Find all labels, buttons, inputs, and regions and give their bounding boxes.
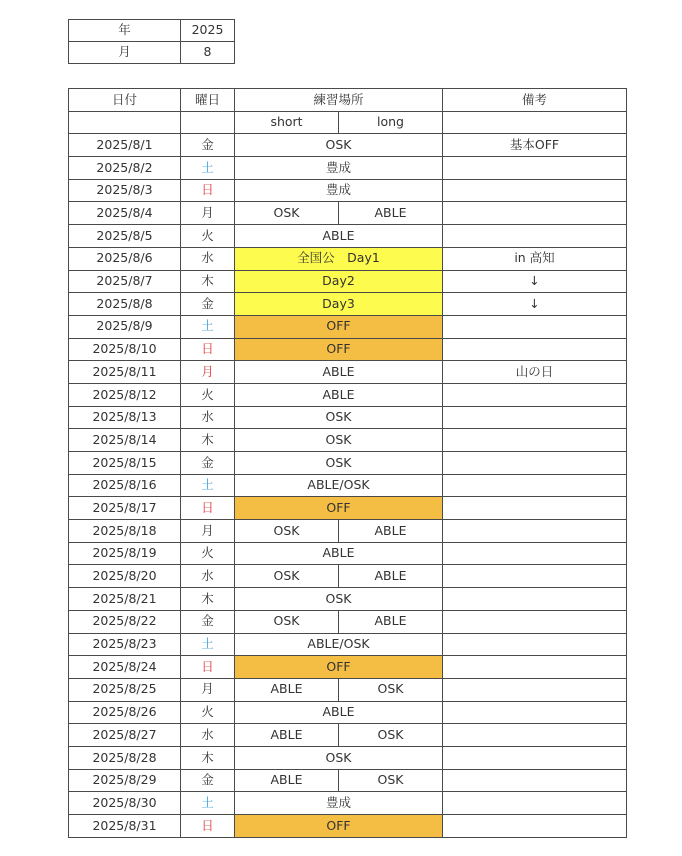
dow-cell[interactable]: 日: [181, 338, 235, 361]
subheader-note-blank[interactable]: [443, 111, 627, 134]
note-cell[interactable]: [443, 656, 627, 679]
note-cell[interactable]: [443, 429, 627, 452]
date-cell[interactable]: 2025/8/17: [69, 497, 181, 520]
table-row: [69, 452, 627, 475]
place-cell[interactable]: 豊成: [235, 792, 443, 815]
date-cell[interactable]: 2025/8/10: [69, 338, 181, 361]
note-cell[interactable]: [443, 383, 627, 406]
note-cell[interactable]: [443, 406, 627, 429]
short-place-cell[interactable]: OSK: [235, 565, 339, 588]
dow-cell[interactable]: 土: [181, 157, 235, 180]
date-cell[interactable]: 2025/8/1: [69, 134, 181, 157]
place-cell[interactable]: OSK: [235, 429, 443, 452]
date-cell[interactable]: 2025/8/2: [69, 157, 181, 180]
table-row: [69, 701, 627, 724]
table-row: [69, 520, 627, 543]
table-row: [69, 746, 627, 769]
note-cell[interactable]: [443, 792, 627, 815]
month-value[interactable]: 8: [181, 42, 235, 64]
date-cell[interactable]: 2025/8/22: [69, 610, 181, 633]
short-place-cell[interactable]: OSK: [235, 610, 339, 633]
dow-cell[interactable]: 金: [181, 134, 235, 157]
dow-cell[interactable]: 木: [181, 588, 235, 611]
note-cell[interactable]: [443, 678, 627, 701]
short-place-cell[interactable]: OSK: [235, 202, 339, 225]
table-row: [69, 474, 627, 497]
table-row: [69, 588, 627, 611]
header-row: [69, 89, 627, 112]
date-cell[interactable]: 2025/8/15: [69, 452, 181, 475]
place-cell[interactable]: OSK: [235, 406, 443, 429]
date-cell[interactable]: 2025/8/28: [69, 746, 181, 769]
note-cell[interactable]: [443, 610, 627, 633]
date-cell[interactable]: 2025/8/5: [69, 225, 181, 248]
table-row: [69, 338, 627, 361]
table-row: [69, 270, 627, 293]
place-cell[interactable]: Day3: [235, 293, 443, 316]
long-place-cell[interactable]: OSK: [339, 769, 443, 792]
short-place-cell[interactable]: ABLE: [235, 769, 339, 792]
dow-cell[interactable]: 月: [181, 361, 235, 384]
date-cell[interactable]: 2025/8/4: [69, 202, 181, 225]
header-place[interactable]: 練習場所: [235, 89, 443, 112]
place-cell[interactable]: ABLE: [235, 542, 443, 565]
dow-cell[interactable]: 金: [181, 452, 235, 475]
note-cell[interactable]: [443, 179, 627, 202]
note-cell[interactable]: [443, 724, 627, 747]
place-cell[interactable]: ABLE: [235, 361, 443, 384]
date-cell[interactable]: 2025/8/19: [69, 542, 181, 565]
date-cell[interactable]: 2025/8/3: [69, 179, 181, 202]
place-cell[interactable]: OFF: [235, 497, 443, 520]
dow-cell[interactable]: 火: [181, 383, 235, 406]
table-row: [69, 293, 627, 316]
dow-cell[interactable]: 火: [181, 701, 235, 724]
table-row: [69, 225, 627, 248]
date-cell[interactable]: 2025/8/27: [69, 724, 181, 747]
note-cell[interactable]: [443, 701, 627, 724]
dow-cell[interactable]: 土: [181, 474, 235, 497]
table-row: [69, 247, 627, 270]
table-row: [69, 157, 627, 180]
dow-cell[interactable]: 水: [181, 724, 235, 747]
place-cell[interactable]: 全国公 Day1: [235, 247, 443, 270]
header-short[interactable]: short: [235, 111, 339, 134]
dow-cell[interactable]: 月: [181, 202, 235, 225]
table-row: [69, 134, 627, 157]
place-cell[interactable]: 豊成: [235, 157, 443, 180]
year-label[interactable]: 年: [69, 20, 181, 42]
short-place-cell[interactable]: OSK: [235, 520, 339, 543]
table-row: [69, 542, 627, 565]
dow-cell[interactable]: 火: [181, 225, 235, 248]
dow-cell[interactable]: 金: [181, 610, 235, 633]
dow-cell[interactable]: 月: [181, 678, 235, 701]
date-cell[interactable]: 2025/8/12: [69, 383, 181, 406]
table-row: [69, 610, 627, 633]
header-long[interactable]: long: [339, 111, 443, 134]
note-cell[interactable]: [443, 157, 627, 180]
date-cell[interactable]: 2025/8/8: [69, 293, 181, 316]
dow-cell[interactable]: 日: [181, 815, 235, 838]
dow-cell[interactable]: 金: [181, 769, 235, 792]
place-cell[interactable]: ABLE/OSK: [235, 633, 443, 656]
table-row: [69, 429, 627, 452]
dow-cell[interactable]: 日: [181, 497, 235, 520]
place-cell[interactable]: OSK: [235, 134, 443, 157]
place-cell[interactable]: ABLE: [235, 383, 443, 406]
long-place-cell[interactable]: ABLE: [339, 565, 443, 588]
long-place-cell[interactable]: ABLE: [339, 520, 443, 543]
note-cell[interactable]: [443, 588, 627, 611]
note-cell[interactable]: [443, 202, 627, 225]
schedule-table: [68, 88, 627, 838]
note-cell[interactable]: [443, 338, 627, 361]
dow-cell[interactable]: 水: [181, 247, 235, 270]
note-cell[interactable]: [443, 565, 627, 588]
note-cell[interactable]: [443, 542, 627, 565]
place-cell[interactable]: OFF: [235, 815, 443, 838]
header-note[interactable]: 備考: [443, 89, 627, 112]
note-cell[interactable]: [443, 315, 627, 338]
table-row: [69, 769, 627, 792]
table-row: [69, 656, 627, 679]
date-cell[interactable]: 2025/8/7: [69, 270, 181, 293]
subheader-date-blank[interactable]: [69, 111, 181, 134]
long-place-cell[interactable]: ABLE: [339, 202, 443, 225]
note-cell[interactable]: [443, 474, 627, 497]
date-cell[interactable]: 2025/8/25: [69, 678, 181, 701]
note-cell[interactable]: ↓: [443, 293, 627, 316]
date-cell[interactable]: 2025/8/13: [69, 406, 181, 429]
note-cell[interactable]: [443, 746, 627, 769]
note-cell[interactable]: [443, 452, 627, 475]
schedule-body: [69, 89, 627, 838]
dow-cell[interactable]: 日: [181, 179, 235, 202]
note-cell[interactable]: [443, 225, 627, 248]
date-cell[interactable]: 2025/8/9: [69, 315, 181, 338]
note-cell[interactable]: [443, 815, 627, 838]
subheader-row: [69, 111, 627, 134]
month-row: [69, 42, 235, 64]
place-cell[interactable]: OFF: [235, 338, 443, 361]
place-cell[interactable]: OFF: [235, 315, 443, 338]
date-cell[interactable]: 2025/8/30: [69, 792, 181, 815]
date-cell[interactable]: 2025/8/31: [69, 815, 181, 838]
note-cell[interactable]: 山の日: [443, 361, 627, 384]
date-cell[interactable]: 2025/8/26: [69, 701, 181, 724]
date-cell[interactable]: 2025/8/6: [69, 247, 181, 270]
long-place-cell[interactable]: OSK: [339, 724, 443, 747]
table-row: [69, 633, 627, 656]
subheader-dow-blank[interactable]: [181, 111, 235, 134]
place-cell[interactable]: OSK: [235, 588, 443, 611]
long-place-cell[interactable]: ABLE: [339, 610, 443, 633]
table-row: [69, 202, 627, 225]
year-month-table: [68, 19, 235, 64]
table-row: [69, 724, 627, 747]
dow-cell[interactable]: 土: [181, 792, 235, 815]
place-cell[interactable]: OSK: [235, 452, 443, 475]
note-cell[interactable]: [443, 520, 627, 543]
date-cell[interactable]: 2025/8/14: [69, 429, 181, 452]
dow-cell[interactable]: 木: [181, 429, 235, 452]
date-cell[interactable]: 2025/8/23: [69, 633, 181, 656]
place-cell[interactable]: ABLE/OSK: [235, 474, 443, 497]
date-cell[interactable]: 2025/8/20: [69, 565, 181, 588]
dow-cell[interactable]: 水: [181, 565, 235, 588]
place-cell[interactable]: 豊成: [235, 179, 443, 202]
place-cell[interactable]: ABLE: [235, 225, 443, 248]
long-place-cell[interactable]: OSK: [339, 678, 443, 701]
place-cell[interactable]: OFF: [235, 656, 443, 679]
date-cell[interactable]: 2025/8/21: [69, 588, 181, 611]
date-cell[interactable]: 2025/8/18: [69, 520, 181, 543]
short-place-cell[interactable]: ABLE: [235, 678, 339, 701]
header-dow[interactable]: 曜日: [181, 89, 235, 112]
short-place-cell[interactable]: ABLE: [235, 724, 339, 747]
header-date[interactable]: 日付: [69, 89, 181, 112]
table-row: [69, 361, 627, 384]
dow-cell[interactable]: 火: [181, 542, 235, 565]
note-cell[interactable]: 基本OFF: [443, 134, 627, 157]
date-cell[interactable]: 2025/8/16: [69, 474, 181, 497]
year-value[interactable]: 2025: [181, 20, 235, 42]
note-cell[interactable]: [443, 769, 627, 792]
note-cell[interactable]: ↓: [443, 270, 627, 293]
dow-cell[interactable]: 日: [181, 656, 235, 679]
year-row: [69, 20, 235, 42]
date-cell[interactable]: 2025/8/24: [69, 656, 181, 679]
table-row: [69, 565, 627, 588]
table-row: [69, 815, 627, 838]
dow-cell[interactable]: 土: [181, 315, 235, 338]
dow-cell[interactable]: 土: [181, 633, 235, 656]
table-row: [69, 406, 627, 429]
place-cell[interactable]: Day2: [235, 270, 443, 293]
note-cell[interactable]: [443, 497, 627, 520]
table-row: [69, 792, 627, 815]
dow-cell[interactable]: 木: [181, 746, 235, 769]
table-row: [69, 179, 627, 202]
dow-cell[interactable]: 月: [181, 520, 235, 543]
table-row: [69, 497, 627, 520]
dow-cell[interactable]: 水: [181, 406, 235, 429]
note-cell[interactable]: [443, 633, 627, 656]
date-cell[interactable]: 2025/8/11: [69, 361, 181, 384]
place-cell[interactable]: ABLE: [235, 701, 443, 724]
month-label[interactable]: 月: [69, 42, 181, 64]
dow-cell[interactable]: 金: [181, 293, 235, 316]
place-cell[interactable]: OSK: [235, 746, 443, 769]
table-row: [69, 383, 627, 406]
note-cell[interactable]: in 高知: [443, 247, 627, 270]
table-row: [69, 678, 627, 701]
table-row: [69, 315, 627, 338]
dow-cell[interactable]: 木: [181, 270, 235, 293]
date-cell[interactable]: 2025/8/29: [69, 769, 181, 792]
